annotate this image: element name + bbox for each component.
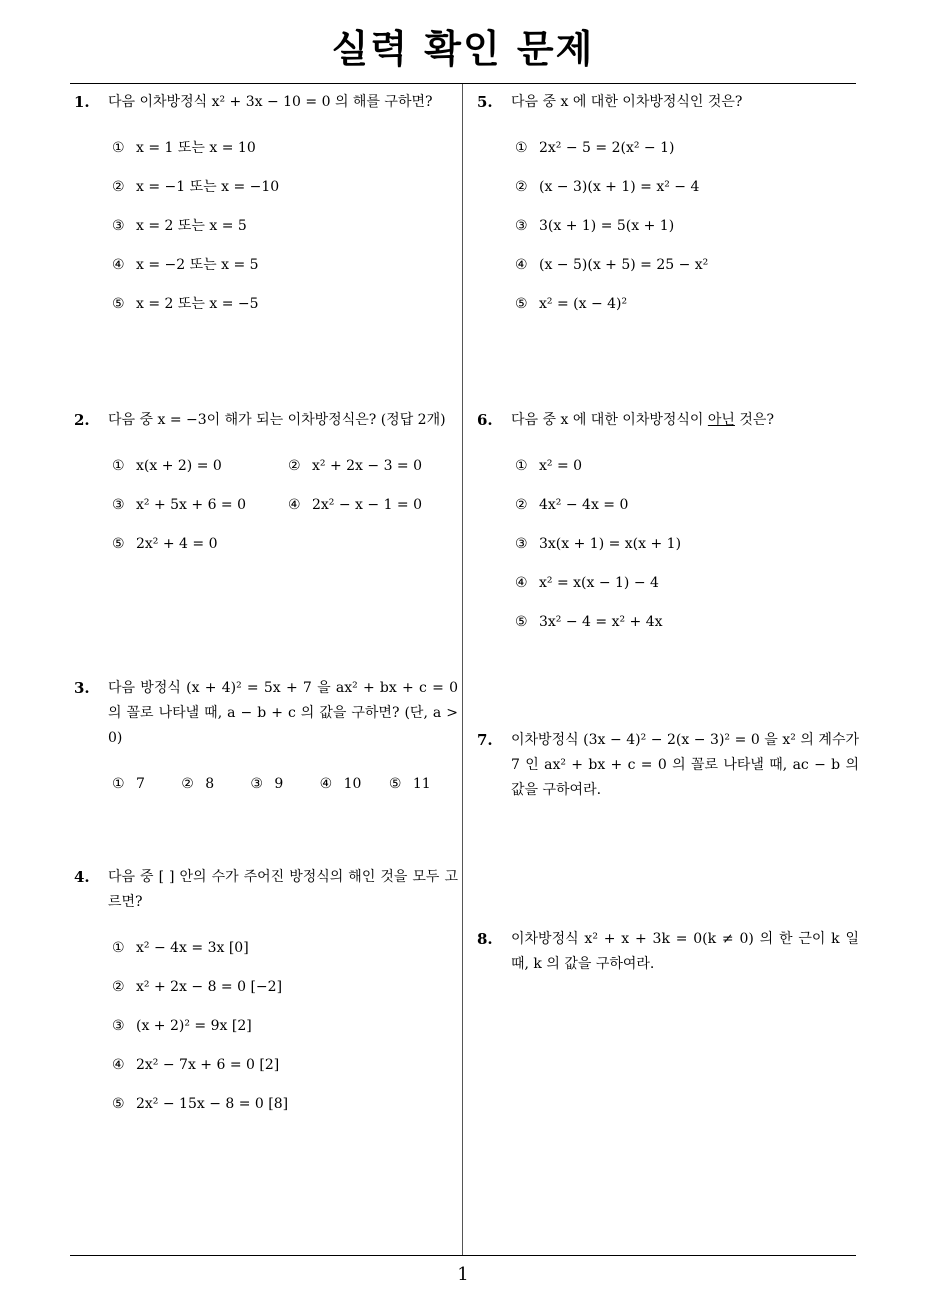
choice-5[interactable] <box>112 293 458 332</box>
choice-mark: ① <box>112 776 125 792</box>
choice-5[interactable] <box>112 533 288 572</box>
choice-2[interactable] <box>515 494 859 533</box>
choice-text: 2x² + 4 = 0 <box>136 536 218 552</box>
choice-1[interactable] <box>515 455 859 494</box>
column-divider <box>462 84 463 1256</box>
choice-1[interactable] <box>112 455 288 494</box>
choice-text: 3x(x + 1) = x(x + 1) <box>539 536 682 552</box>
choice-3[interactable] <box>112 1015 458 1054</box>
choice-list <box>477 137 859 332</box>
choice-text: 2x² − 5 = 2(x² − 1) <box>539 140 675 156</box>
choice-mark: ④ <box>112 1057 125 1073</box>
problem-text: 이차방정식 (3x − 4)² − 2(x − 3)² = 0 을 x² 의 계수가 7 인 ax² + bx + c = 0 의 꼴로 나타낼 때, ac − b 의 값을 구하여라. <box>511 732 859 798</box>
choice-2[interactable] <box>181 773 250 812</box>
text-before: 다음 중 x 에 대한 이차방정식이 <box>511 412 708 428</box>
choice-text: x² = 0 <box>539 458 583 474</box>
choice-mark: ① <box>515 458 528 474</box>
choice-mark: ⑤ <box>112 1096 125 1112</box>
choice-mark: ② <box>515 497 528 513</box>
choice-text: (x − 5)(x + 5) = 25 − x² <box>539 257 709 273</box>
choice-text: 7 <box>136 776 145 792</box>
choice-1[interactable] <box>515 137 859 176</box>
choice-list <box>477 455 859 650</box>
choice-1[interactable] <box>112 137 458 176</box>
problem-4 <box>74 865 458 1132</box>
text-after: 것은? <box>734 412 774 428</box>
choice-mark: ③ <box>112 1018 125 1034</box>
choice-text: (x − 3)(x + 1) = x² − 4 <box>539 179 700 195</box>
choice-mark: ① <box>515 140 528 156</box>
choice-text: x = −1 또는 x = −10 <box>136 179 280 195</box>
choice-mark: ③ <box>112 497 125 513</box>
choice-mark: ④ <box>515 257 528 273</box>
choice-4[interactable] <box>288 494 464 533</box>
choice-text: 2x² − 15x − 8 = 0 [8] <box>136 1096 289 1112</box>
choice-list <box>74 937 458 1132</box>
choice-mark: ③ <box>515 536 528 552</box>
choice-3[interactable] <box>515 533 859 572</box>
choice-text: 8 <box>205 776 215 792</box>
choice-3[interactable] <box>250 773 319 812</box>
choice-mark: ④ <box>288 497 301 513</box>
choice-text: x(x + 2) = 0 <box>136 458 222 474</box>
choice-list <box>74 455 458 572</box>
problem-text: 이차방정식 x² + x + 3k = 0(k ≠ 0) 의 한 근이 k 일 때, k 의 값을 구하여라. <box>511 931 859 972</box>
choice-mark: ④ <box>112 257 125 273</box>
choice-text: x² + 2x − 8 = 0 [−2] <box>136 979 283 995</box>
problem-5 <box>477 90 859 332</box>
choice-mark: ④ <box>319 776 333 792</box>
problem-number: 4. <box>74 868 90 886</box>
choice-1[interactable] <box>112 937 458 976</box>
problem-text: 다음 중 x 에 대한 이차방정식인 것은? <box>511 94 743 110</box>
choice-text: x = 2 또는 x = 5 <box>136 218 247 234</box>
choice-5[interactable] <box>515 293 859 332</box>
choice-text: 2x² − x − 1 = 0 <box>312 497 423 513</box>
choice-3[interactable] <box>112 494 288 533</box>
choice-mark: ② <box>112 179 125 195</box>
choice-mark: ② <box>515 179 528 195</box>
problem-3 <box>74 676 458 812</box>
choice-4[interactable] <box>112 254 458 293</box>
choice-text: x² + 5x + 6 = 0 <box>136 497 247 513</box>
problem-number: 1. <box>74 93 90 111</box>
problem-6 <box>477 408 859 650</box>
problem-text: 다음 방정식 (x + 4)² = 5x + 7 을 ax² + bx + c = 0 의 꼴로 나타낼 때, a − b + c 의 값을 구하면? (단, a > 0) <box>108 680 458 746</box>
choice-mark: ⑤ <box>388 776 402 792</box>
problem-text <box>511 408 859 433</box>
choice-text: 4x² − 4x = 0 <box>539 497 629 513</box>
footer-rule <box>70 1255 856 1256</box>
problem-text: 다음 중 [ ] 안의 수가 주어진 방정식의 해인 것을 모두 고르면? <box>108 869 458 910</box>
problem-number: 5. <box>477 93 493 111</box>
choice-4[interactable] <box>515 572 859 611</box>
underlined-word: 아닌 <box>707 412 735 428</box>
problem-8 <box>477 927 859 977</box>
choice-5[interactable] <box>389 773 458 812</box>
choice-2[interactable] <box>288 455 464 494</box>
choice-mark: ① <box>112 940 125 956</box>
choice-mark: ③ <box>515 218 528 234</box>
choice-mark: ③ <box>112 218 125 234</box>
problem-number: 3. <box>74 679 90 697</box>
choice-mark: ② <box>112 979 125 995</box>
choice-4[interactable] <box>320 773 389 812</box>
page-number: 1 <box>457 1264 469 1285</box>
choice-text: x² = x(x − 1) − 4 <box>539 575 659 591</box>
problem-number: 6. <box>477 411 493 429</box>
choice-text: x² − 4x = 3x [0] <box>136 940 249 956</box>
choice-mark: ③ <box>250 776 263 792</box>
choice-4[interactable] <box>515 254 859 293</box>
choice-5[interactable] <box>515 611 859 650</box>
choice-text: 3(x + 1) = 5(x + 1) <box>539 218 675 234</box>
choice-mark: ① <box>112 140 125 156</box>
problem-2 <box>74 408 458 572</box>
choice-text: x = 2 또는 x = −5 <box>136 296 259 312</box>
problem-text: 다음 이차방정식 x² + 3x − 10 = 0 의 해를 구하면? <box>108 94 433 110</box>
choice-text: x² + 2x − 3 = 0 <box>312 458 423 474</box>
choice-3[interactable] <box>112 215 458 254</box>
problem-1 <box>74 90 458 332</box>
choice-text: 3x² − 4 = x² + 4x <box>539 614 663 630</box>
choice-mark: ② <box>288 458 301 474</box>
choice-text: x² = (x − 4)² <box>539 296 628 312</box>
choice-1[interactable] <box>112 773 181 812</box>
page-title: 실력 확인 문제 <box>331 27 595 71</box>
choice-text: 10 <box>343 776 362 792</box>
choice-text: 9 <box>274 776 284 792</box>
choice-list <box>74 137 458 332</box>
choice-2[interactable] <box>112 976 458 1015</box>
problem-text: 다음 중 x = −3이 해가 되는 이차방정식은? (정답 2개) <box>108 412 446 428</box>
problem-number: 8. <box>477 930 493 948</box>
problem-number: 2. <box>74 411 90 429</box>
choice-3[interactable] <box>515 215 859 254</box>
choice-mark: ⑤ <box>112 296 125 312</box>
choice-mark: ② <box>181 776 194 792</box>
choice-mark: ① <box>112 458 125 474</box>
choice-4[interactable] <box>112 1054 458 1093</box>
choice-mark: ⑤ <box>515 614 528 630</box>
choice-list <box>74 773 458 812</box>
problem-7 <box>477 728 859 803</box>
choice-text: 2x² − 7x + 6 = 0 [2] <box>136 1057 280 1073</box>
choice-text: x = 1 또는 x = 10 <box>136 140 256 156</box>
choice-mark: ④ <box>515 575 528 591</box>
choice-mark: ⑤ <box>112 536 125 552</box>
choice-text: (x + 2)² = 9x [2] <box>136 1018 252 1034</box>
choice-text: x = −2 또는 x = 5 <box>136 257 259 273</box>
choice-text: 11 <box>412 776 431 792</box>
choice-2[interactable] <box>515 176 859 215</box>
choice-5[interactable] <box>112 1093 458 1132</box>
problem-number: 7. <box>477 731 493 749</box>
choice-2[interactable] <box>112 176 458 215</box>
header-rule <box>70 83 856 84</box>
choice-mark: ⑤ <box>515 296 528 312</box>
